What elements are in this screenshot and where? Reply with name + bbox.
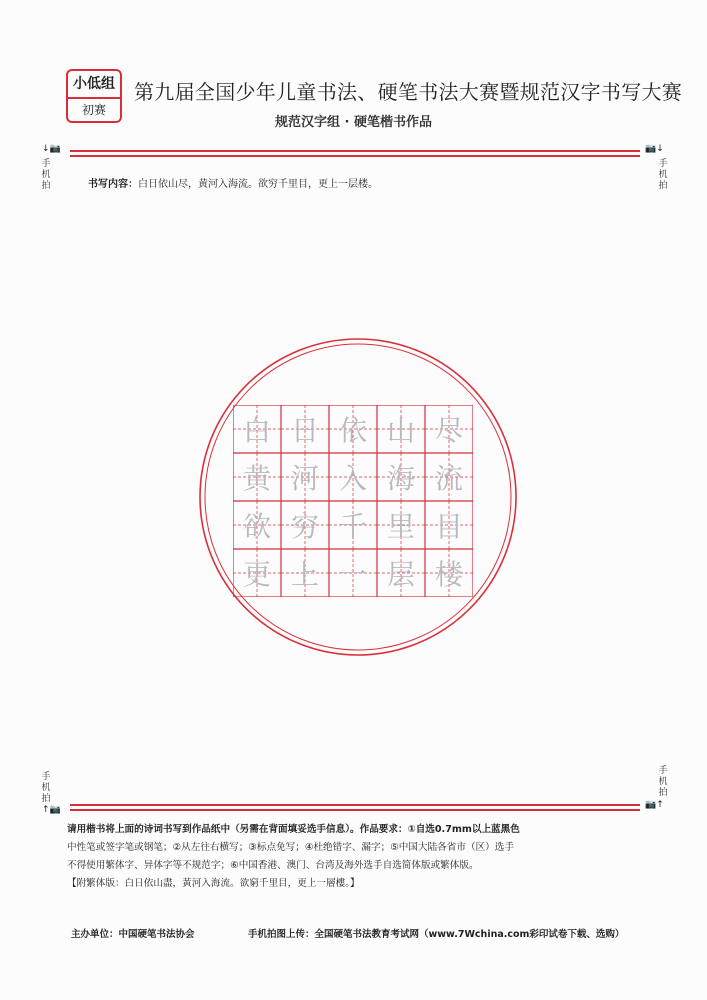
grid-character: 流 bbox=[434, 462, 463, 495]
grid-character: 更 bbox=[242, 558, 271, 591]
grid-cell bbox=[377, 453, 425, 501]
grid-cell bbox=[377, 405, 425, 453]
writing-grid bbox=[233, 405, 473, 597]
grid-cell bbox=[377, 549, 425, 597]
grid-character: 山 bbox=[386, 414, 415, 447]
grid-cell bbox=[281, 405, 329, 453]
grid-cell bbox=[281, 501, 329, 549]
instructions bbox=[67, 821, 647, 893]
grid-character: 千 bbox=[338, 510, 367, 543]
grid-character: 日 bbox=[290, 414, 319, 447]
page-subtitle: 规范汉字组 · 硬笔楷书作品 bbox=[275, 115, 432, 130]
grid-character: 欲 bbox=[242, 510, 271, 543]
bottom-divider bbox=[70, 804, 640, 806]
grid-character: 目 bbox=[434, 510, 463, 543]
side-label-bottom-right: 手 机 拍 bbox=[658, 766, 668, 798]
organizer: 主办单位：中国硬笔书法协会 bbox=[71, 929, 195, 940]
grid-cell bbox=[233, 501, 281, 549]
upload-info: 手机拍图上传：全国硬笔书法教育考试网（www.7Wchina.com彩印试卷下载、选购） bbox=[248, 929, 625, 940]
grid-cell bbox=[233, 453, 281, 501]
grid-character: 楼 bbox=[434, 558, 463, 591]
writing-content-label: 书写内容： bbox=[88, 179, 138, 190]
instructions-line: 中性笔或签字笔或钢笔；②从左往右横写；③标点免写；④杜绝错字、漏字；⑤中国大陆各省市（区）选手 bbox=[67, 842, 514, 853]
top-divider bbox=[70, 150, 640, 152]
side-label-top-right: 手 机 拍 bbox=[658, 159, 668, 191]
grid-character: 黄 bbox=[242, 462, 271, 495]
grid-cell bbox=[425, 549, 473, 597]
grid-cell bbox=[329, 501, 377, 549]
grid-character: 层 bbox=[386, 558, 415, 591]
grid-cell bbox=[425, 501, 473, 549]
top-divider-2 bbox=[70, 155, 640, 157]
grid-character: 穷 bbox=[290, 510, 319, 543]
camera-down-icon-right: 📷↓ bbox=[645, 144, 664, 154]
grid-cell bbox=[329, 453, 377, 501]
side-label-bottom-left: 手 机 拍 bbox=[41, 772, 51, 804]
grid-cell bbox=[281, 549, 329, 597]
grid-cell bbox=[425, 453, 473, 501]
side-label-top-left: 手 机 拍 bbox=[41, 159, 51, 191]
grid-character: 河 bbox=[290, 462, 319, 495]
grid-cell bbox=[233, 405, 281, 453]
grid-cell bbox=[425, 405, 473, 453]
grid-character: 依 bbox=[338, 414, 367, 447]
grid-cell bbox=[329, 549, 377, 597]
writing-content-text: 白日依山尽，黄河入海流。欲穷千里目，更上一层楼。 bbox=[138, 179, 378, 190]
badge-group-label: 小低组 bbox=[68, 71, 120, 99]
instructions-line: 请用楷书将上面的诗词书写到作品纸中（另需在背面填妥选手信息）。作品要求：①自选0.7mm以上蓝黑色 bbox=[67, 824, 520, 835]
grid-character: 尽 bbox=[434, 414, 463, 447]
camera-down-icon: ↓📷 bbox=[42, 144, 61, 154]
grid-cell bbox=[329, 405, 377, 453]
grid-character: 里 bbox=[386, 510, 415, 543]
grid-cell bbox=[377, 501, 425, 549]
page-title: 第九届全国少年儿童书法、硬笔书法大赛暨规范汉字书写大赛 bbox=[134, 80, 683, 104]
grid-character: 上 bbox=[290, 558, 319, 591]
grid-cell bbox=[281, 453, 329, 501]
grid-character: 白 bbox=[242, 414, 271, 447]
grid-cell bbox=[233, 549, 281, 597]
grid-character: 一 bbox=[338, 558, 367, 591]
grid-character: 入 bbox=[338, 462, 367, 495]
instructions-line: 不得使用繁体字、异体字等不规范字；⑥中国香港、澳门、台湾及海外选手自选简体版或繁体版。 bbox=[67, 860, 479, 871]
writing-content bbox=[88, 175, 378, 190]
camera-up-icon-right: 📷↑ bbox=[645, 800, 664, 810]
grid-character: 海 bbox=[386, 462, 415, 495]
camera-up-icon: ↑📷 bbox=[42, 805, 61, 815]
bottom-divider-2 bbox=[70, 809, 640, 811]
instructions-traditional: 【附繁体版：白日依山盡，黃河入海流。欲窮千里目，更上一層樓。】 bbox=[67, 878, 360, 889]
badge-stage-label: 初赛 bbox=[81, 103, 106, 117]
